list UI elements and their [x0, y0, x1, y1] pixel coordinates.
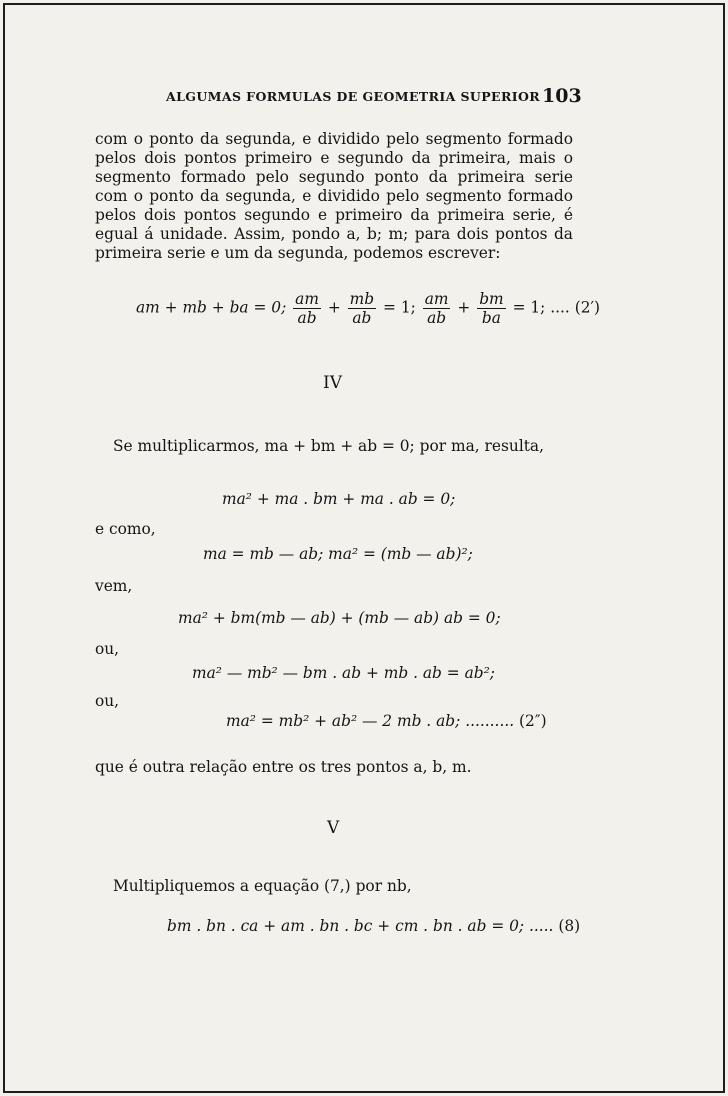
section5-lead: Multipliquemos a equação (7,) por nb, — [113, 877, 412, 895]
section-heading-iv: IV — [323, 373, 342, 393]
eq8-tag: (8) — [558, 917, 581, 935]
eq2p-lhs: am + mb + ba = 0; — [136, 298, 287, 317]
eq2p-tag: (2′) — [574, 298, 600, 317]
eq2p-rhs-2: = 1; .... — [512, 298, 570, 317]
eq2p-frac-1: $\frac{am}{ab}$ — [295, 290, 319, 327]
text-ou-2: ou, — [95, 692, 120, 710]
section4-closing: que é outra relação entre os tres pontos a, b, m. — [95, 758, 472, 776]
text-e-como: e como, — [95, 520, 156, 538]
eq2p-frac-2: $\frac{mb}{ab}$ — [349, 290, 375, 327]
equation-2-double-prime — [226, 712, 547, 730]
eq2p-rhs-1: = 1; — [383, 298, 416, 317]
running-header: ALGUMAS FORMULAS DE GEOMETRIA SUPERIOR — [166, 89, 541, 104]
equation-4a: ma² + ma . bm + ma . ab = 0; — [222, 490, 456, 508]
equation-4b: ma = mb — ab; ma² = (mb — ab)²; — [203, 545, 473, 563]
eq2p-frac-3: $\frac{am}{ab}$ — [424, 290, 449, 327]
eq2p-frac-4: $\frac{bm}{ba}$ — [479, 290, 504, 327]
equation-2-prime — [136, 290, 600, 327]
intro-paragraph: com o ponto da segunda, e dividido pelo segmento formado pelos dois pontos primeiro e segundo da primeira, mais o segmento formado pelo segundo ponto da primeira serie com o ponto da segunda, e dividido pelo segmento formado pelos dois pontos segundo e primeiro da primeira serie, é egual á unidade. Assim, pondo a, b; m; para dois pontos da primeira serie e um da segunda, podemos escrever: — [95, 130, 573, 262]
eq2p-op-1: + — [327, 298, 341, 317]
text-vem: vem, — [95, 577, 133, 595]
eq8-body: bm . bn . ca + am . bn . bc + cm . bn . ab = 0; ..... — [167, 917, 554, 935]
equation-8 — [167, 917, 580, 935]
eq2pp-tag: (2″) — [519, 712, 547, 730]
section-heading-v: V — [327, 818, 340, 838]
equation-4c: ma² + bm(mb — ab) + (mb — ab) ab = 0; — [178, 609, 501, 627]
eq2pp-body: ma² = mb² + ab² — 2 mb . ab; .......... — [226, 712, 515, 730]
equation-4d: ma² — mb² — bm . ab + mb . ab = ab²; — [192, 664, 495, 682]
page-number: 103 — [542, 85, 582, 107]
section4-lead: Se multiplicarmos, ma + bm + ab = 0; por ma, resulta, — [113, 437, 544, 455]
eq2p-op-2: + — [457, 298, 471, 317]
text-ou-1: ou, — [95, 640, 120, 658]
